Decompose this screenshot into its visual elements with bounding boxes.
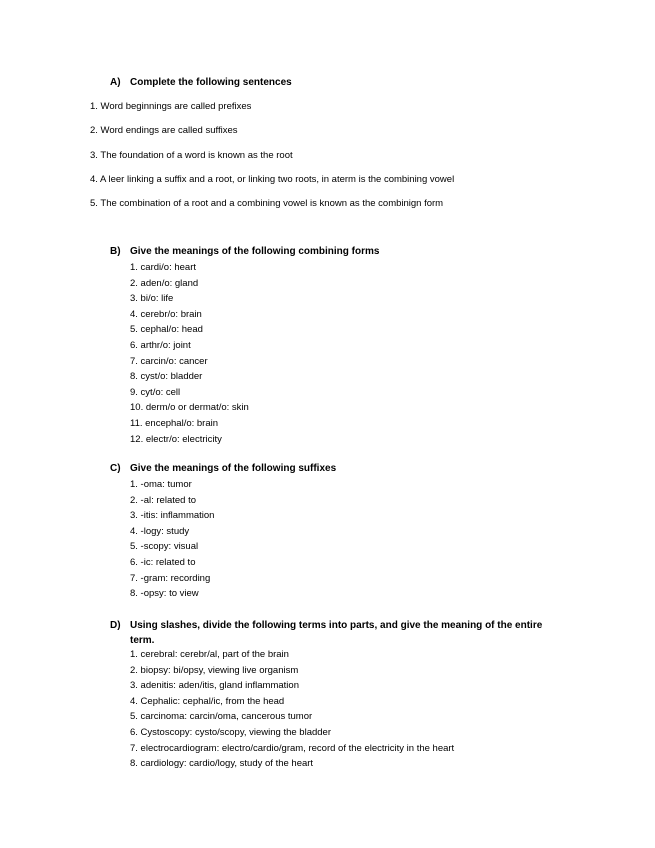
section-d-letter: D) [110, 620, 121, 631]
list-item: 5. cephal/o: head [130, 324, 203, 336]
sentence-3: 3. The foundation of a word is known as the root [90, 150, 293, 161]
section-a-letter: A) [110, 77, 121, 88]
section-c-letter: C) [110, 463, 121, 474]
combining-forms-list [130, 260, 249, 447]
list-item: 4. Cephalic: cephal/ic, from the head [130, 695, 285, 707]
list-item: 2. biopsy: bi/opsy, viewing live organism [130, 664, 299, 676]
list-item: 10. derm/o or dermat/o: skin [130, 402, 249, 414]
list-item: 8. -opsy: to view [130, 588, 199, 600]
list-item: 3. adenitis: aden/itis, gland inflammation [130, 680, 299, 692]
list-item: 6. Cystoscopy: cysto/scopy, viewing the bladder [130, 726, 332, 738]
list-item: 8. cardiology: cardio/logy, study of the heart [130, 758, 314, 770]
list-item: 5. -scopy: visual [130, 541, 199, 553]
list-item: 7. electrocardiogram: electro/cardio/gram, record of the electricity in the heart [130, 742, 455, 754]
section-a-title: Complete the following sentences [130, 77, 292, 88]
list-item: 8. cyst/o: bladder [130, 371, 203, 383]
list-item: 2. aden/o: gland [130, 277, 199, 289]
section-d-title-line2: term. [130, 635, 155, 646]
list-item: 11. encephal/o: brain [130, 417, 219, 429]
list-item: 2. -al: related to [130, 494, 197, 506]
section-a-heading [110, 77, 292, 88]
sentence-5: 5. The combination of a root and a combining vowel is known as the combinign form [90, 198, 444, 209]
sentence-4: 4. A leer linking a suffix and a root, or linking two roots, in aterm is the combining vowel [90, 174, 455, 185]
section-d-heading [110, 618, 550, 648]
list-item: 1. -oma: tumor [130, 479, 192, 490]
section-b-title: Give the meanings of the following combining forms [130, 246, 380, 257]
list-item: 7. carcin/o: cancer [130, 355, 208, 367]
list-item: 6. arthr/o: joint [130, 339, 191, 351]
list-item: 9. cyt/o: cell [130, 386, 181, 398]
list-item: 6. -ic: related to [130, 556, 196, 568]
list-item: 1. cardi/o: heart [130, 262, 197, 273]
section-b-heading [110, 246, 379, 257]
list-item: 1. cerebral: cerebr/al, part of the brain [130, 649, 289, 660]
list-item: 12. electr/o: electricity [130, 433, 222, 445]
sentence-1: 1. Word beginnings are called prefixes [90, 101, 252, 112]
terms-list [130, 647, 454, 772]
section-d-title-line1: Using slashes, divide the following terms into parts, and give the meaning of the entire [130, 620, 543, 631]
section-b-letter: B) [110, 246, 121, 257]
list-item: 3. -itis: inflammation [130, 510, 215, 522]
list-item: 4. cerebr/o: brain [130, 308, 202, 320]
sentence-2: 2. Word endings are called suffixes [90, 125, 238, 136]
list-item: 7. -gram: recording [130, 572, 211, 584]
section-c-heading [110, 463, 336, 474]
section-c-title: Give the meanings of the following suffixes [130, 463, 337, 474]
suffixes-list [130, 477, 214, 602]
list-item: 4. -logy: study [130, 525, 190, 537]
list-item: 5. carcinoma: carcin/oma, cancerous tumor [130, 711, 313, 723]
list-item: 3. bi/o: life [130, 293, 174, 305]
